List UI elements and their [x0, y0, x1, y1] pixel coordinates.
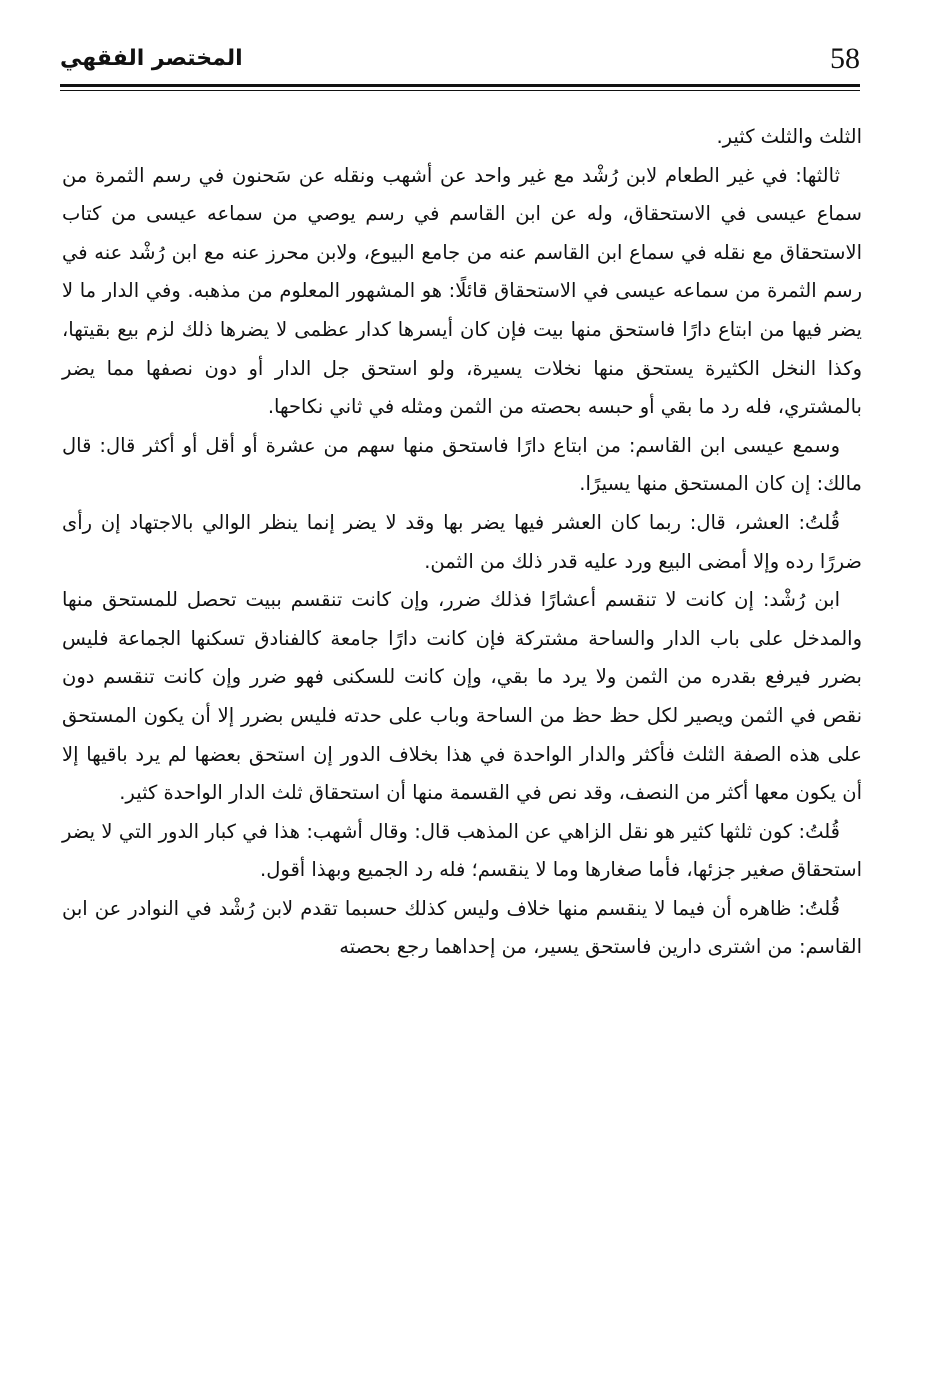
paragraph: قُلتُ: كون ثلثها كثير هو نقل الزاهي عن المذهب قال: وقال أشهب: هذا في كبار الدور التي لا يضر استحقاق صغير جزئها، فأما صغارها وما لا ينقسم؛ فله رد الجميع وبهذا أقول. — [62, 819, 862, 882]
header-rule-thick — [60, 84, 860, 87]
paragraph: الثلث والثلث كثير. — [716, 125, 862, 148]
page-header — [60, 40, 860, 80]
running-title: المختصر الفقهي — [60, 46, 243, 71]
header-rule-thin — [60, 90, 860, 91]
paragraph: قُلتُ: العشر، قال: ربما كان العشر فيها يضر بها وقد لا يضر إنما ينظر الوالي بالاجتهاد إن رأى ضررًا رده وإلا أمضى البيع ورد عليه قدر ذلك من الثمن. — [62, 510, 862, 573]
paragraph: قُلتُ: ظاهره أن فيما لا ينقسم منها خلاف وليس كذلك حسبما تقدم لابن رُشْد في النوادر عن ابن القاسم: من اشترى دارين فاستحق يسير، من إحداهما رجع بحصته — [62, 896, 862, 959]
paragraph: ثالثها: في غير الطعام لابن رُشْد مع غير واحد عن أشهب ونقله عن سَحنون في رسم الثمرة من سماع عيسى في الاستحقاق، وله عن ابن القاسم في رسم يوصي من سماعه عيسى من كتاب الاستحقاق مع نقله في سماع ابن القاسم عنه من جامع البيوع، ولابن محرز عنه مع ابن رُشْد عنه في رسم الثمرة من سماعه عيسى في الاستحقاق قائلًا: هو المشهور المعلوم من مذهبه. وفي الدار ما لا يضر فيها من ابتاع دارًا فاستحق منها بيت فإن كان أيسرها كدار عظمى لا يضرها ذلك لزم بيع بقيتها، وكذا النخل الكثيرة يستحق منها نخلات يسيرة، ولو استحق جل الدار أو دون نصفها مما يضر بالمشتري، فله رد ما بقي أو حبسه بحصته من الثمن ومثله في ثاني نكاحها. — [62, 163, 862, 419]
paragraph: وسمع عيسى ابن القاسم: من ابتاع دارًا فاستحق منها سهم من عشرة أو أقل أو أكثر قال: قال مالك: إن كان المستحق منها يسيرًا. — [62, 433, 862, 496]
paragraph: ابن رُشْد: إن كانت لا تنقسم أعشارًا فذلك ضرر، وإن كانت تنقسم ببيت تحصل للمستحق منها والمدخل على باب الدار والساحة مشتركة فإن كانت دارًا جامعة كالفنادق تسكنها الجماعة فليس بضرر فيرفع بقدره من الثمن ولا يرد ما بقي، وإن كانت للسكنى فهو ضرر وإن كانت تنقسم دون نقص في الثمن ويصير لكل حظ حظ من الساحة وباب على حدته فليس بضرر إلا أن يكون المستحق على هذه الصفة الثلث فأكثر والدار الواحدة في هذا بخلاف الدور إن استحق بعضها لم يرد باقيها إلا أن يكون معها أكثر من النصف، وقد نص في القسمة منها أن استحقاق ثلث الدار الواحدة كثير. — [62, 588, 862, 805]
page-number: 58 — [830, 42, 860, 75]
body-text — [62, 118, 862, 967]
